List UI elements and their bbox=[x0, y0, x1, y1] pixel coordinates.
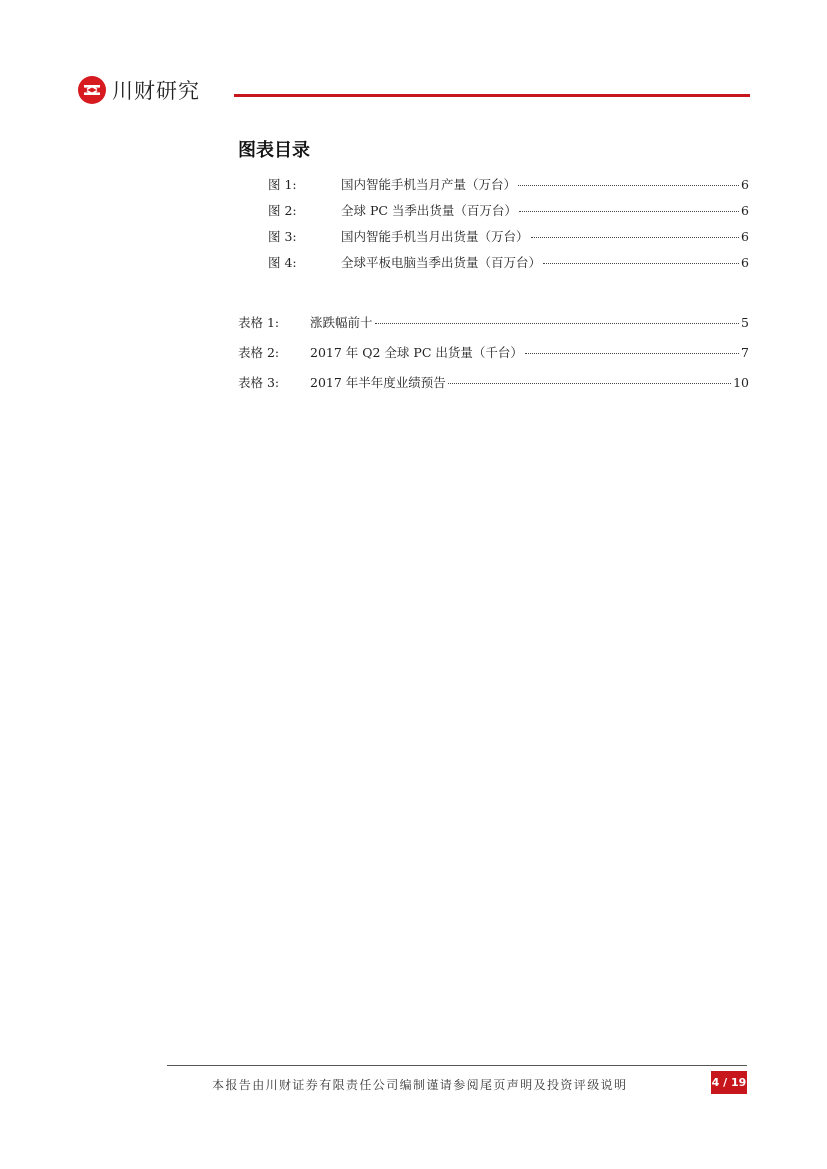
logo-text: 川财研究 bbox=[112, 79, 200, 103]
toc-entry-title: 国内智能手机当月产量（万台） bbox=[341, 177, 517, 192]
toc-entry-page: 5 bbox=[741, 315, 749, 330]
toc-dot-leader bbox=[525, 352, 739, 354]
toc-figure-entry[interactable] bbox=[268, 201, 749, 219]
toc-table-entry[interactable] bbox=[238, 313, 749, 331]
toc-dot-leader bbox=[375, 322, 740, 324]
toc-entry-page: 6 bbox=[741, 229, 749, 244]
toc-entry-title: 涨跌幅前十 bbox=[310, 315, 373, 330]
toc-dot-leader bbox=[518, 184, 739, 186]
toc-dot-leader bbox=[519, 210, 739, 212]
toc-dot-leader bbox=[531, 236, 740, 238]
toc-entry-title: 全球 PC 当季出货量（百万台） bbox=[341, 203, 517, 218]
toc-entry-page: 10 bbox=[733, 375, 749, 390]
toc-entry-title: 国内智能手机当月出货量（万台） bbox=[341, 229, 529, 244]
toc-entry-title: 全球平板电脑当季出货量（百万台） bbox=[341, 255, 542, 270]
toc-entry-page: 7 bbox=[741, 345, 749, 360]
toc-entry-label: 表格 1: bbox=[238, 315, 280, 330]
toc-table-entry[interactable] bbox=[238, 343, 749, 361]
toc-title: 图表目录 bbox=[238, 140, 310, 161]
toc-figure-entry[interactable] bbox=[268, 175, 749, 193]
toc-entry-label: 图 2: bbox=[268, 203, 297, 218]
company-logo bbox=[78, 74, 200, 106]
toc-table-entry[interactable] bbox=[238, 373, 749, 391]
toc-figure-entry[interactable] bbox=[268, 253, 749, 271]
toc-entry-page: 6 bbox=[741, 177, 749, 192]
footer-divider bbox=[167, 1065, 747, 1066]
page-number-badge: 4 / 19 bbox=[711, 1071, 747, 1094]
toc-entry-label: 图 4: bbox=[268, 255, 297, 270]
toc-entry-label: 表格 2: bbox=[238, 345, 280, 360]
header-divider bbox=[234, 94, 750, 97]
toc-entry-label: 表格 3: bbox=[238, 375, 280, 390]
footer-disclaimer: 本报告由川财证券有限责任公司编制谨请参阅尾页声明及投资评级说明 bbox=[212, 1078, 628, 1092]
toc-entry-label: 图 1: bbox=[268, 177, 297, 192]
toc-entry-label: 图 3: bbox=[268, 229, 297, 244]
toc-entry-title: 2017 年半年度业绩预告 bbox=[310, 375, 446, 390]
toc-entry-page: 6 bbox=[741, 203, 749, 218]
logo-emblem-icon bbox=[78, 76, 106, 104]
toc-dot-leader bbox=[448, 382, 731, 384]
toc-figure-entry[interactable] bbox=[268, 227, 749, 245]
toc-entry-page: 6 bbox=[741, 255, 749, 270]
toc-entry-title: 2017 年 Q2 全球 PC 出货量（千台） bbox=[310, 345, 523, 360]
toc-dot-leader bbox=[543, 262, 739, 264]
